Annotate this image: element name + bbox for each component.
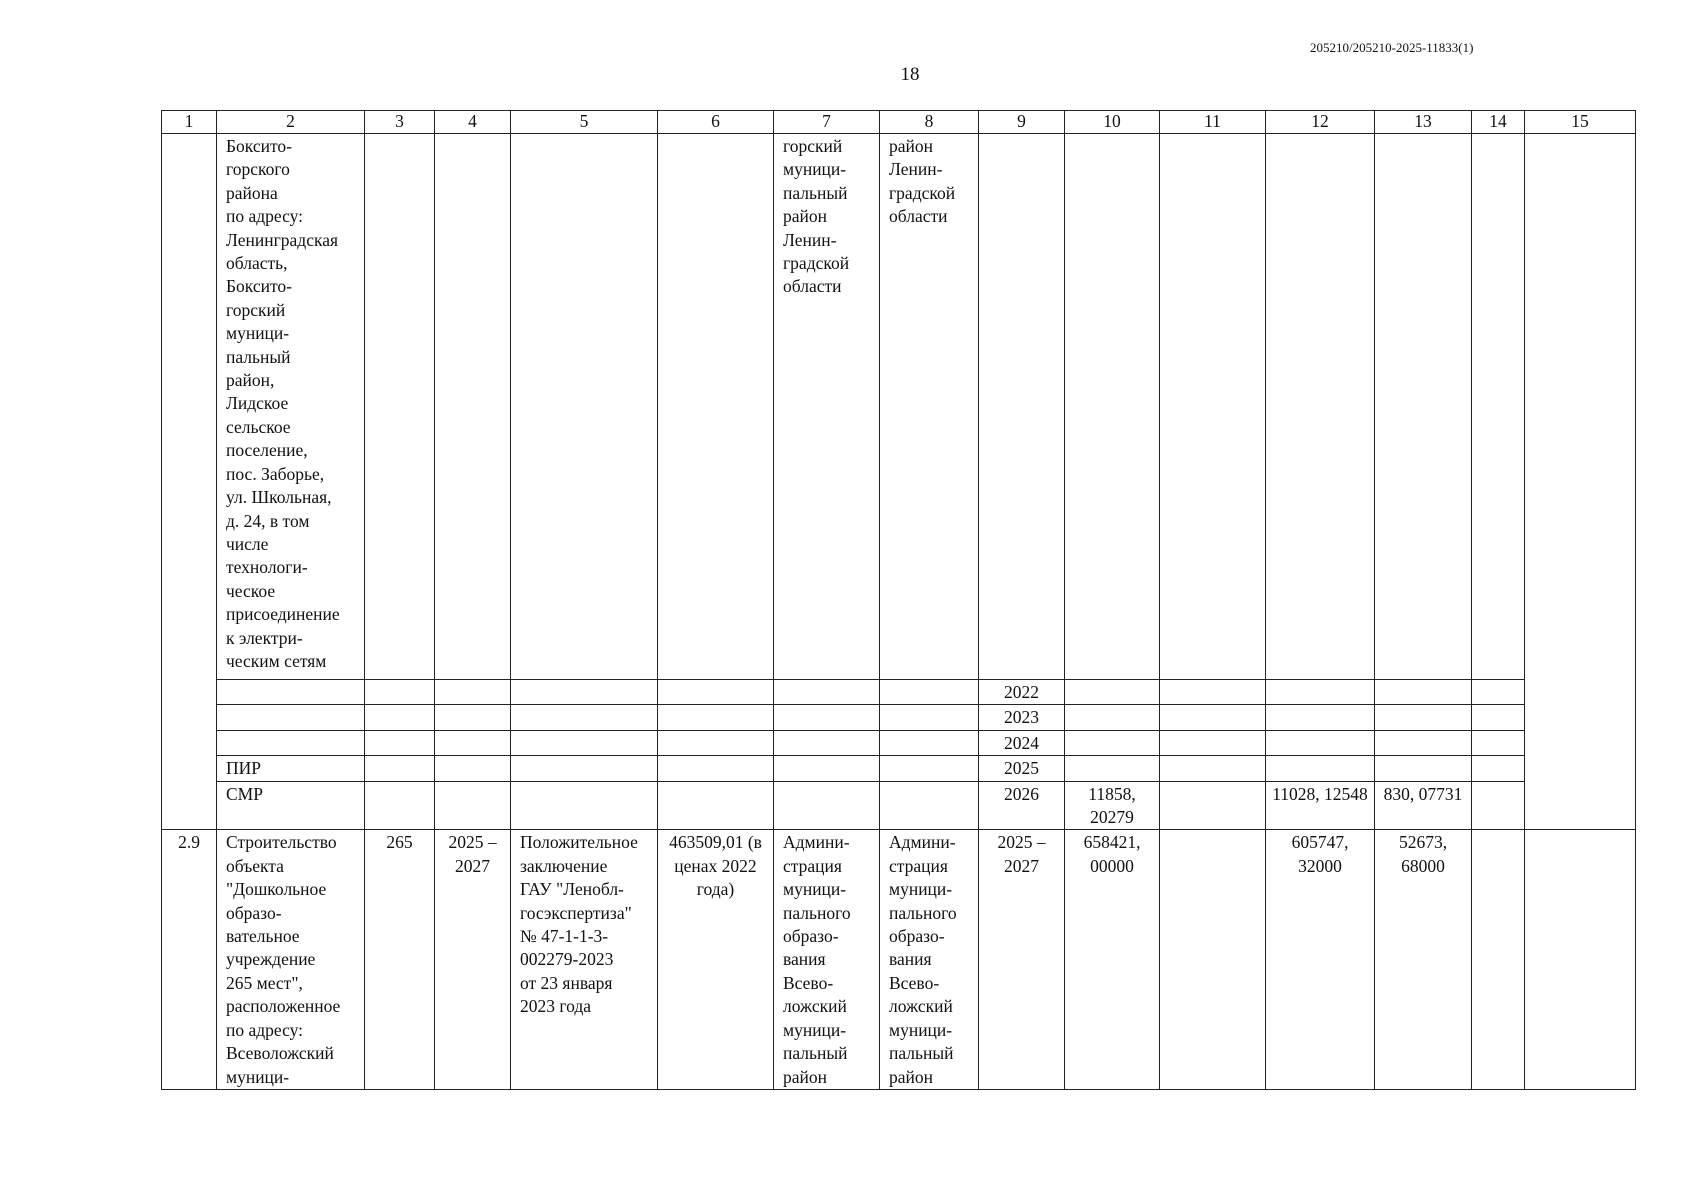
text-line: Строительство bbox=[226, 832, 337, 853]
developer-cell bbox=[880, 830, 979, 1090]
regional-funding-cell: 605747, 32000 bbox=[1266, 830, 1375, 1090]
header-cell: 13 bbox=[1375, 111, 1472, 134]
object-description bbox=[226, 135, 360, 673]
text-line: объекта bbox=[226, 855, 284, 876]
year-row bbox=[162, 730, 1636, 755]
text-line: Всево- bbox=[889, 972, 940, 993]
text-line: 265 мест", bbox=[226, 972, 303, 993]
text-line: ул. Школьная, bbox=[226, 487, 332, 508]
cell bbox=[1160, 134, 1266, 680]
table-row bbox=[162, 830, 1636, 1090]
expertise-cell bbox=[511, 830, 658, 1090]
value-cell bbox=[1065, 680, 1160, 705]
text-line: заключение bbox=[520, 855, 608, 876]
text-line: от 23 января bbox=[520, 972, 613, 993]
col15-cell bbox=[1525, 830, 1636, 1090]
text-line: района bbox=[226, 182, 278, 203]
text-line: область, bbox=[226, 253, 288, 274]
text-line: район, bbox=[226, 370, 275, 391]
document-id: 205210/205210-2025-11833(1) bbox=[1310, 40, 1474, 55]
text-line: образо- bbox=[783, 926, 839, 947]
value-cell bbox=[1266, 756, 1375, 781]
year-cell: 2026 bbox=[979, 781, 1065, 830]
text-line: расположенное bbox=[226, 996, 341, 1017]
value-cell: 11028, 12548 bbox=[1266, 781, 1375, 830]
value-cell bbox=[1375, 756, 1472, 781]
label-cell bbox=[217, 680, 365, 705]
text-line: район bbox=[783, 206, 827, 227]
header-cell: 15 bbox=[1525, 111, 1636, 134]
cell bbox=[658, 134, 774, 680]
value-cell: 11858, 20279 bbox=[1065, 781, 1160, 830]
header-cell: 6 bbox=[658, 111, 774, 134]
text-line: госэкспертиза" bbox=[520, 902, 632, 923]
text-line: технологи- bbox=[226, 557, 308, 578]
value-cell bbox=[1266, 705, 1375, 730]
cell bbox=[979, 134, 1065, 680]
text-line: район bbox=[889, 1066, 933, 1087]
text-line: пального bbox=[783, 902, 851, 923]
text-line: горский bbox=[226, 299, 286, 320]
text-line: 2023 года bbox=[520, 996, 592, 1017]
text-line: ческое bbox=[226, 580, 276, 601]
value-cell bbox=[1065, 756, 1160, 781]
year-cell: 2022 bbox=[979, 680, 1065, 705]
text-line: Лидское bbox=[226, 393, 289, 414]
cell bbox=[365, 134, 435, 680]
text-line: Положительное bbox=[520, 832, 638, 853]
header-row bbox=[162, 111, 1636, 134]
text-line: Боксито- bbox=[226, 136, 292, 156]
text-line: вания bbox=[889, 949, 932, 970]
value-cell bbox=[1266, 680, 1375, 705]
text-line: по адресу: bbox=[226, 1019, 304, 1040]
estimated-cost-cell: 463509,01 (в ценах 2022 года) bbox=[658, 830, 774, 1090]
text-line: по адресу: bbox=[226, 206, 304, 227]
text-line: муници- bbox=[783, 879, 847, 900]
label-cell bbox=[217, 730, 365, 755]
value-cell bbox=[1375, 705, 1472, 730]
text-line: Ленин- bbox=[783, 229, 837, 250]
text-line: области bbox=[889, 206, 948, 227]
year-row bbox=[162, 781, 1636, 830]
text-line: учреждение bbox=[226, 949, 316, 970]
value-cell bbox=[1375, 730, 1472, 755]
budget-table bbox=[161, 110, 1636, 1090]
text-line: "Дошкольное bbox=[226, 879, 327, 900]
text-line: образо- bbox=[889, 926, 945, 947]
federal-funding-cell bbox=[1160, 830, 1266, 1090]
value-cell bbox=[1065, 705, 1160, 730]
header-cell: 10 bbox=[1065, 111, 1160, 134]
text-line: ческим сетям bbox=[226, 650, 327, 671]
total-funding-cell: 658421, 00000 bbox=[1065, 830, 1160, 1090]
period-cell: 2025 – 2027 bbox=[979, 830, 1065, 1090]
text-line: Ленин- bbox=[889, 159, 943, 180]
year-row bbox=[162, 705, 1636, 730]
header-cell: 7 bbox=[774, 111, 880, 134]
text-line: Ленинградская bbox=[226, 229, 339, 250]
year-row bbox=[162, 680, 1636, 705]
year-cell: 2023 bbox=[979, 705, 1065, 730]
header-cell: 11 bbox=[1160, 111, 1266, 134]
text-line: район bbox=[783, 1066, 827, 1087]
value-cell bbox=[1266, 730, 1375, 755]
row-number-cell bbox=[162, 134, 217, 830]
cell bbox=[1065, 134, 1160, 680]
label-cell: ПИР bbox=[217, 756, 365, 781]
header-cell: 3 bbox=[365, 111, 435, 134]
text-line: Всеволожский bbox=[226, 1043, 334, 1064]
header-cell: 14 bbox=[1472, 111, 1525, 134]
header-cell: 2 bbox=[217, 111, 365, 134]
text-line: муници- bbox=[226, 323, 290, 344]
object-description-cell bbox=[217, 134, 365, 680]
cell bbox=[1266, 134, 1375, 680]
header-cell: 4 bbox=[435, 111, 511, 134]
text-line: вательное bbox=[226, 926, 300, 947]
developer-cell bbox=[880, 134, 979, 680]
text-line: области bbox=[783, 276, 842, 297]
cell bbox=[1472, 134, 1525, 680]
year-cell: 2024 bbox=[979, 730, 1065, 755]
text-line: ложский bbox=[889, 996, 953, 1017]
text-line: Боксито- bbox=[226, 276, 292, 297]
text-line: вания bbox=[783, 949, 826, 970]
year-row bbox=[162, 756, 1636, 781]
text-line: пальный bbox=[226, 346, 291, 367]
text-line: пального bbox=[889, 902, 957, 923]
text-line: Админи- bbox=[783, 832, 850, 853]
value-cell: 830, 07731 bbox=[1375, 781, 1472, 830]
text-line: числе bbox=[226, 533, 269, 554]
text-line: муници- bbox=[889, 879, 953, 900]
label-cell bbox=[217, 705, 365, 730]
other-funding-cell bbox=[1472, 830, 1525, 1090]
year-cell: 2025 bbox=[979, 756, 1065, 781]
text-line: 002279-2023 bbox=[520, 949, 614, 970]
text-line: ГАУ "Ленобл- bbox=[520, 879, 624, 900]
text-line: ложский bbox=[783, 996, 847, 1017]
col15-cell bbox=[1525, 134, 1636, 830]
page-number: 18 bbox=[900, 64, 920, 85]
cell bbox=[1375, 134, 1472, 680]
text-line: Админи- bbox=[889, 832, 956, 853]
label-cell: СМР bbox=[217, 781, 365, 830]
header-cell: 1 bbox=[162, 111, 217, 134]
customer-cell bbox=[774, 134, 880, 680]
text-line: сельское bbox=[226, 416, 291, 437]
cell bbox=[435, 134, 511, 680]
text-line: д. 24, в том bbox=[226, 510, 310, 531]
text-line: муници- bbox=[783, 159, 847, 180]
text-line: Всево- bbox=[783, 972, 834, 993]
text-line: страция bbox=[889, 855, 948, 876]
text-line: образо- bbox=[226, 902, 282, 923]
text-line: горский bbox=[783, 136, 843, 156]
text-line: район bbox=[889, 136, 933, 156]
text-line: горского bbox=[226, 159, 290, 180]
text-line: № 47-1-1-3- bbox=[520, 926, 609, 947]
continuation-row bbox=[162, 134, 1636, 680]
text-line: муници- bbox=[889, 1019, 953, 1040]
text-line: поселение, bbox=[226, 440, 308, 461]
text-line: муници- bbox=[226, 1066, 290, 1087]
capacity-cell: 265 bbox=[365, 830, 435, 1090]
value-cell bbox=[1375, 680, 1472, 705]
text-line: градской bbox=[783, 253, 850, 274]
header-cell: 12 bbox=[1266, 111, 1375, 134]
text-line: градской bbox=[889, 182, 956, 203]
header-cell: 5 bbox=[511, 111, 658, 134]
cell bbox=[511, 134, 658, 680]
text-line: присоединение bbox=[226, 604, 340, 625]
text-line: муници- bbox=[783, 1019, 847, 1040]
text-line: пос. Заборье, bbox=[226, 463, 325, 484]
customer-cell bbox=[774, 830, 880, 1090]
local-funding-cell: 52673, 68000 bbox=[1375, 830, 1472, 1090]
text-line: страция bbox=[783, 855, 842, 876]
text-line: пальный bbox=[889, 1043, 954, 1064]
period-cell: 2025 – 2027 bbox=[435, 830, 511, 1090]
row-number-cell: 2.9 bbox=[162, 830, 217, 1090]
text-line: пальный bbox=[783, 1043, 848, 1064]
object-description-cell bbox=[217, 830, 365, 1090]
text-line: к электри- bbox=[226, 627, 303, 648]
header-cell: 8 bbox=[880, 111, 979, 134]
value-cell bbox=[1065, 730, 1160, 755]
header-cell: 9 bbox=[979, 111, 1065, 134]
text-line: пальный bbox=[783, 182, 848, 203]
